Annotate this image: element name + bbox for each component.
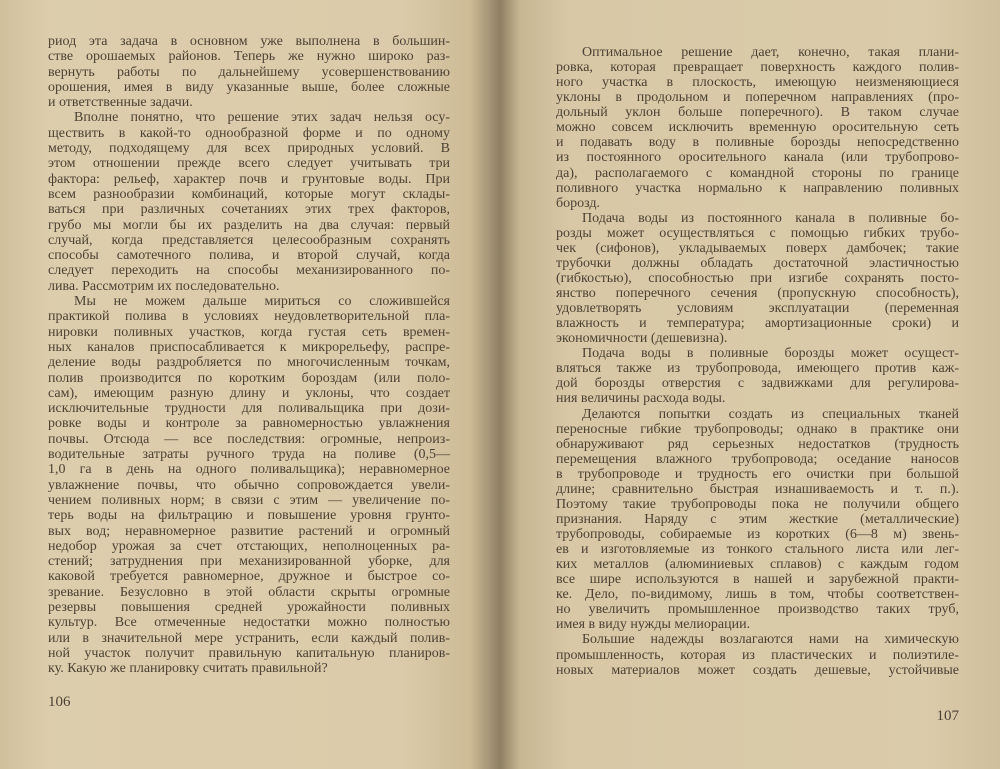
text-line: можно совсем исключить временную оросительную сеть	[556, 120, 959, 136]
text-line: борозд.	[556, 195, 601, 211]
text-line: поливного участка нормально к направлению поливных	[556, 180, 959, 196]
text-line: орошения, имея в виду указанные выше, более сложные	[48, 79, 450, 95]
text-line: ных каналов приспосабливается к микрорельефу, распре-	[48, 339, 450, 355]
text-line: культур. Все отмеченные недостатки можно полностью	[48, 615, 450, 631]
text-line: ваться при различных сочетаниях этих трех факторов,	[48, 202, 450, 218]
right-page	[500, 0, 1000, 769]
text-line: все шире используются в нашей и зарубежной практи-	[556, 572, 959, 588]
text-line: экономичности (дешевизна).	[556, 331, 728, 347]
text-line: грубо мы могли бы их разделить на два случая: первый	[48, 217, 450, 233]
text-line: сам), имеющим разную длину и уклоны, что создает	[48, 385, 450, 401]
text-line: Вполне понятно, что решение этих задач нельзя осу-	[74, 110, 450, 126]
text-line: имея в виду нужды мелиорации.	[556, 617, 751, 633]
text-line: всем разнообразии комбинаций, которые могут склады-	[48, 186, 450, 202]
text-line: ществить в какой-то однообразной форме и по одному	[48, 125, 450, 141]
text-line: уклоны в продольном и поперечном направлениях (про-	[556, 90, 959, 106]
text-line: ев и изготовляемые из тонкого стального листа или лег-	[556, 542, 959, 558]
text-line: Поэтому такие трубопроводы пока не получили общего	[556, 496, 959, 512]
left-page-text	[48, 34, 450, 676]
text-line: вляться также из трубопровода, имеющего против каж-	[556, 361, 959, 377]
text-line: вернуть работы по дальнейшему усовершенствованию	[48, 64, 450, 80]
text-line: Большие надежды возлагаются нами на химическую	[582, 632, 959, 648]
text-line: ровка, которая превращает поверхность каждого полив-	[556, 60, 959, 76]
right-page-text	[556, 45, 959, 678]
text-line: стве орошаемых районов. Теперь же нужно широко раз-	[48, 49, 450, 65]
text-line: случай, когда представляется целесообразным сохранять	[48, 232, 450, 248]
text-line: следует переходить на способы механизированного по-	[48, 263, 450, 279]
text-line: недобор урожая за счет отстающих, неполноценных ра-	[48, 538, 450, 554]
text-line: новых материалов может создать дешевые, устойчивые	[556, 662, 959, 678]
text-line: ку. Какую же планировку считать правильной?	[48, 661, 328, 677]
text-line: да), располагаемого с командной стороны по границе	[556, 165, 959, 181]
text-line: из постоянного оросительного канала (или трубопрово-	[556, 150, 959, 166]
text-line: ного участка в плоскость, имеющую неизменяющиеся	[556, 75, 959, 91]
text-line: удовлетворять условиям эксплуатации (переменная	[556, 301, 959, 317]
text-line: длине; сравнительно быстрая изнашиваемость и т. п.).	[556, 481, 959, 497]
text-line: влажность и температура; амортизационные сроки) и	[556, 316, 959, 332]
text-line: Оптимальное решение дает, конечно, такая плани-	[582, 45, 959, 60]
text-line: практикой полива в условиях неудовлетворительной пла-	[48, 309, 450, 325]
text-line: увлажнение почвы, что обычно сопровождается увели-	[48, 477, 450, 493]
text-line: полив производится по коротким бороздам (или поло-	[48, 370, 450, 386]
text-line: деление воды раздробляется по многочисленным точкам,	[48, 355, 450, 371]
text-line: фактора: рельеф, характер почв и грунтовые воды. При	[48, 171, 450, 187]
text-line: вых вод; неравномерное развитие растений и огромный	[48, 523, 450, 539]
text-line: но увеличить промышленное производство таких труб,	[556, 602, 959, 618]
text-line: ровке воды и контроле за равномерностью увлажнения	[48, 416, 450, 432]
text-line: чением поливных норм; в связи с этим — увеличение по-	[48, 492, 450, 508]
text-line: (гибкостью), способностью при изгибе сохранять посто-	[556, 270, 959, 286]
text-line: Подача воды из постоянного канала в поливные бо-	[582, 210, 959, 226]
text-line: перемещения влажного трубопровода; оседание наносов	[556, 451, 959, 467]
text-line: Подача воды в поливные борозды может осущест-	[582, 346, 959, 362]
text-line: этом отношении прежде всего следует учитывать три	[48, 156, 450, 172]
text-line: переносные гибкие трубопроводы; однако в практике они	[556, 421, 959, 437]
text-line: каковой требуется равномерное, дружное и быстрое со-	[48, 569, 450, 585]
text-line: и подавать воду в поливные борозды непосредственно	[556, 135, 959, 151]
text-line: ких металлов (алюминиевых сплавов) с каждым годом	[556, 557, 959, 573]
text-line: и ответственные задачи.	[48, 95, 193, 111]
text-line: признания. Наряду с этим жесткие (металлические)	[556, 511, 959, 527]
text-line: риод эта задача в основном уже выполнена в большин-	[48, 34, 450, 49]
text-line: Делаются попытки создать из специальных тканей	[582, 406, 959, 422]
text-line: ке. Дело, по-видимому, лишь в том, чтобы соответствен-	[556, 587, 959, 603]
text-line: ния величины расхода воды.	[556, 391, 726, 407]
text-line: розды может осуществляться с помощью гибких трубо-	[556, 225, 959, 241]
text-line: лива. Рассмотрим их последовательно.	[48, 278, 280, 294]
text-line: зревание. Безусловно в этой области скрыты огромные	[48, 584, 450, 600]
page-number-right: 107	[936, 707, 959, 724]
text-line: или в значительной мере устранить, если каждый полив-	[48, 630, 450, 646]
text-line: промышленность, которая из пластических и полиэтиле-	[556, 647, 959, 663]
text-line: водительные затраты ручного труда на поливе (0,5—	[48, 447, 450, 463]
text-line: чек (сифонов), укладываемых поверх дамбочек; такие	[556, 240, 959, 256]
page-number-left: 106	[48, 694, 71, 711]
text-line: резервы повышения средней урожайности поливных	[48, 599, 450, 615]
text-line: нировки поливных участков, когда густая сеть времен-	[48, 324, 450, 340]
text-line: дольный уклон больше поперечного). В таком случае	[556, 105, 959, 121]
text-line: 1,0 га в день на одного поливальщика); неравномерное	[48, 462, 450, 478]
text-line: терь воды на фильтрацию и повышение уровня грунто-	[48, 508, 450, 524]
text-line: трубочки должны обладать достаточной эластичностью	[556, 255, 959, 271]
text-line: почвы. Отсюда — все последствия: огромные, непроиз-	[48, 431, 450, 447]
text-line: Мы не можем дальше мириться со сложившейся	[74, 294, 450, 310]
text-line: дой борозды отверстия с задвижками для регулирова-	[556, 376, 959, 392]
text-line: обнаруживают ряд серьезных недостатков (трудность	[556, 436, 959, 452]
text-line: способы самотечного полива, и второй случай, когда	[48, 248, 450, 264]
text-line: исключительные трудности для поливальщика при дози-	[48, 401, 450, 417]
text-line: трубопроводы, собираемые из коротких (6—8 м) звень-	[556, 527, 959, 542]
text-line: янство поперечного сечения (пропускную способность),	[556, 286, 959, 301]
text-line: ной участок получит правильную капитальную планиров-	[48, 645, 450, 661]
text-line: в трубопроводе и трудность его очистки при большой	[556, 466, 959, 482]
text-line: методу, подходящему для всех природных условий. В	[48, 141, 450, 157]
text-line: стений; затруднения при механизированной уборке, для	[48, 554, 450, 570]
